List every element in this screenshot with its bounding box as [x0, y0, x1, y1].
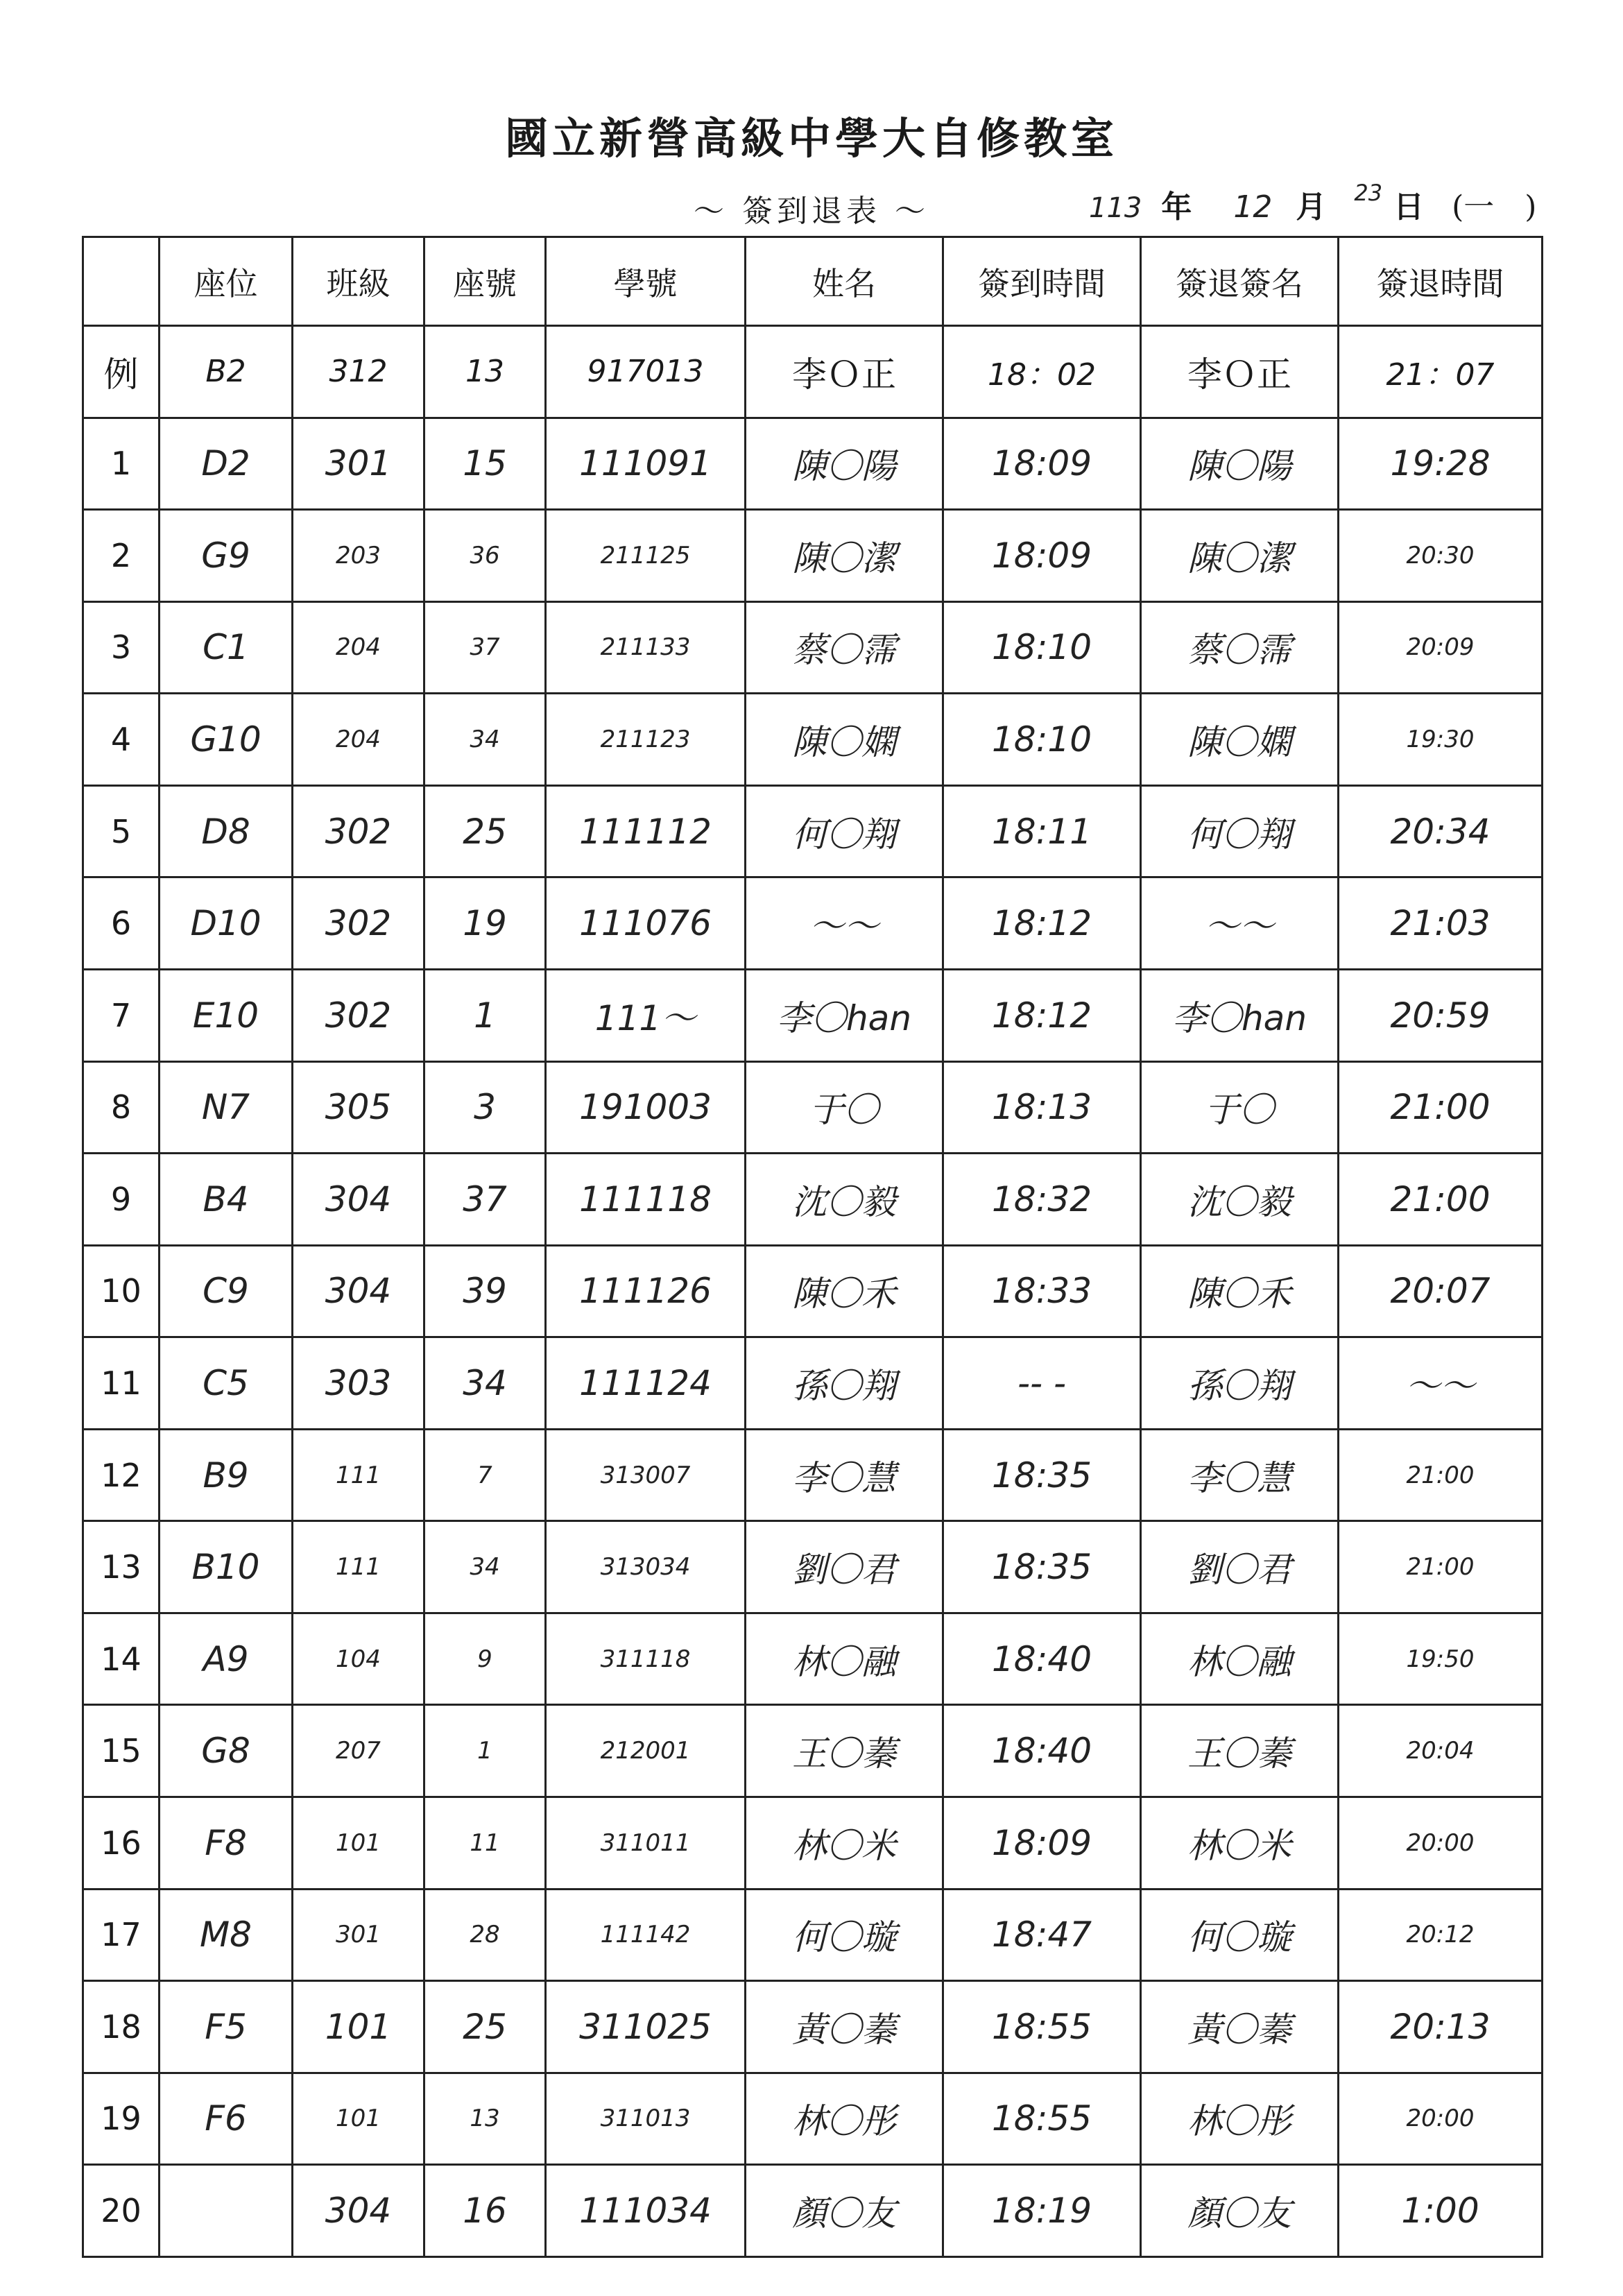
- cell-student-id: 211123: [546, 694, 746, 786]
- cell-row-number: 10: [83, 1245, 160, 1337]
- cell-row-number: 8: [83, 1061, 160, 1154]
- cell-name: 李Ｏ正: [746, 326, 943, 418]
- cell-class: 204: [293, 601, 424, 694]
- cell-seat: C9: [160, 1245, 293, 1337]
- cell-name: 沈〇毅: [746, 1154, 943, 1246]
- date-month: 12: [1233, 189, 1273, 225]
- cell-seat-number: 15: [424, 418, 546, 510]
- cell-seat: B4: [160, 1154, 293, 1246]
- table-row: [83, 1429, 1543, 1521]
- cell-seat-number: 13: [424, 2073, 546, 2165]
- cell-sign-out-time: 21：07: [1339, 326, 1543, 418]
- cell-row-number: 2: [83, 510, 160, 602]
- cell-seat-number: 25: [424, 785, 546, 877]
- cell-sign-out-signature: 陳〇潔: [1141, 510, 1339, 602]
- cell-class: 302: [293, 877, 424, 970]
- cell-student-id: 311025: [546, 1981, 746, 2073]
- table-row: [83, 1061, 1543, 1154]
- cell-class: 101: [293, 1981, 424, 2073]
- cell-sign-out-signature: 陳〇嫻: [1141, 694, 1339, 786]
- table-row: [83, 1705, 1543, 1797]
- cell-sign-in-time: 18:09: [943, 1797, 1141, 1890]
- cell-class: 305: [293, 1061, 424, 1154]
- table-row: [83, 1337, 1543, 1430]
- cell-seat: M8: [160, 1889, 293, 1981]
- cell-seat: G10: [160, 694, 293, 786]
- cell-seat: B9: [160, 1429, 293, 1521]
- cell-sign-in-time: 18:12: [943, 969, 1141, 1061]
- cell-row-number: 4: [83, 694, 160, 786]
- cell-row-number: 5: [83, 785, 160, 877]
- date-day-label: 日: [1393, 189, 1425, 225]
- cell-row-number: 19: [83, 2073, 160, 2165]
- cell-seat: C5: [160, 1337, 293, 1430]
- cell-sign-out-time: 20:09: [1339, 601, 1543, 694]
- col-header-student-id: 學號: [546, 237, 746, 326]
- cell-seat-number: 37: [424, 601, 546, 694]
- cell-sign-out-signature: 陳〇禾: [1141, 1245, 1339, 1337]
- cell-sign-out-time: 21:00: [1339, 1061, 1543, 1154]
- cell-name: 陳〇陽: [746, 418, 943, 510]
- table-row: [83, 2073, 1543, 2165]
- cell-student-id: 311011: [546, 1797, 746, 1890]
- table-row: [83, 785, 1543, 877]
- cell-sign-out-signature: 李Ｏ正: [1141, 326, 1339, 418]
- cell-sign-in-time: 18:55: [943, 2073, 1141, 2165]
- cell-seat: G8: [160, 1705, 293, 1797]
- cell-row-number: 9: [83, 1154, 160, 1246]
- cell-sign-out-signature: 林〇彤: [1141, 2073, 1339, 2165]
- cell-seat-number: 28: [424, 1889, 546, 1981]
- cell-class: 302: [293, 969, 424, 1061]
- table-row: [83, 601, 1543, 694]
- table-row: [83, 1889, 1543, 1981]
- col-header-seat: 座位: [160, 237, 293, 326]
- page-title: 國立新營高級中學大自修教室: [504, 113, 1118, 164]
- cell-sign-out-signature: 于〇: [1141, 1061, 1339, 1154]
- cell-name: 李〇han: [746, 969, 943, 1061]
- cell-class: 304: [293, 2165, 424, 2257]
- cell-sign-out-signature: 沈〇毅: [1141, 1154, 1339, 1246]
- cell-seat: D10: [160, 877, 293, 970]
- cell-seat-number: 11: [424, 1797, 546, 1890]
- cell-student-id: 212001: [546, 1705, 746, 1797]
- col-header-name: 姓名: [746, 237, 943, 326]
- cell-name: 王〇蓁: [746, 1705, 943, 1797]
- cell-student-id: 917013: [546, 326, 746, 418]
- cell-name: 何〇翔: [746, 785, 943, 877]
- cell-name: 何〇璇: [746, 1889, 943, 1981]
- cell-sign-in-time: 18:40: [943, 1613, 1141, 1705]
- cell-seat: D8: [160, 785, 293, 877]
- cell-name: 陳〇嫻: [746, 694, 943, 786]
- form-subtitle: ～ 簽到退表 ～: [694, 194, 929, 229]
- cell-sign-in-time: 18:19: [943, 2165, 1141, 2257]
- cell-student-id: 211133: [546, 601, 746, 694]
- col-header-seat-number: 座號: [424, 237, 546, 326]
- table-row: [83, 1245, 1543, 1337]
- cell-sign-out-signature: 李〇han: [1141, 969, 1339, 1061]
- cell-row-number: 20: [83, 2165, 160, 2257]
- col-header-sign-in-time: 簽到時間: [943, 237, 1141, 326]
- cell-sign-out-signature: 何〇翔: [1141, 785, 1339, 877]
- sign-in-sheet-table: [82, 236, 1543, 2258]
- cell-sign-out-time: 20:00: [1339, 2073, 1543, 2165]
- cell-sign-out-signature: 蔡〇霈: [1141, 601, 1339, 694]
- cell-seat-number: 13: [424, 326, 546, 418]
- cell-seat: F8: [160, 1797, 293, 1890]
- cell-seat: E10: [160, 969, 293, 1061]
- cell-seat-number: 37: [424, 1154, 546, 1246]
- cell-sign-out-time: ～～: [1339, 1337, 1543, 1430]
- cell-name: 林〇融: [746, 1613, 943, 1705]
- cell-student-id: 111112: [546, 785, 746, 877]
- cell-sign-out-time: 21:00: [1339, 1521, 1543, 1613]
- cell-sign-in-time: 18:32: [943, 1154, 1141, 1246]
- table-row: [83, 969, 1543, 1061]
- cell-seat-number: 34: [424, 1521, 546, 1613]
- cell-class: 204: [293, 694, 424, 786]
- table-row: [83, 418, 1543, 510]
- cell-row-number: 16: [83, 1797, 160, 1890]
- cell-sign-in-time: 18:35: [943, 1521, 1141, 1613]
- cell-sign-out-time: 20:30: [1339, 510, 1543, 602]
- cell-student-id: 111～: [546, 969, 746, 1061]
- cell-sign-in-time: 18:10: [943, 694, 1141, 786]
- example-row: [83, 326, 1543, 418]
- cell-sign-out-time: 19:50: [1339, 1613, 1543, 1705]
- cell-sign-out-signature: 李〇慧: [1141, 1429, 1339, 1521]
- cell-name: 劉〇君: [746, 1521, 943, 1613]
- cell-class: 302: [293, 785, 424, 877]
- cell-seat-number: 34: [424, 694, 546, 786]
- cell-seat-number: 34: [424, 1337, 546, 1430]
- cell-name: 陳〇潔: [746, 510, 943, 602]
- cell-seat: B2: [160, 326, 293, 418]
- table-row: [83, 1521, 1543, 1613]
- cell-sign-in-time: 18:09: [943, 418, 1141, 510]
- cell-row-number: 例: [83, 326, 160, 418]
- cell-class: 203: [293, 510, 424, 602]
- cell-sign-in-time: 18:55: [943, 1981, 1141, 2073]
- cell-row-number: 17: [83, 1889, 160, 1981]
- cell-seat: F5: [160, 1981, 293, 2073]
- cell-class: 101: [293, 1797, 424, 1890]
- date-line: [1089, 182, 1536, 226]
- cell-seat-number: 36: [424, 510, 546, 602]
- cell-class: 207: [293, 1705, 424, 1797]
- cell-row-number: 1: [83, 418, 160, 510]
- cell-student-id: 311118: [546, 1613, 746, 1705]
- cell-seat-number: 19: [424, 877, 546, 970]
- cell-seat-number: 1: [424, 1705, 546, 1797]
- cell-sign-out-time: 21:03: [1339, 877, 1543, 970]
- cell-seat-number: 16: [424, 2165, 546, 2257]
- cell-seat: F6: [160, 2073, 293, 2165]
- cell-student-id: 111142: [546, 1889, 746, 1981]
- cell-row-number: 18: [83, 1981, 160, 2073]
- cell-student-id: 111126: [546, 1245, 746, 1337]
- cell-sign-in-time: 18:11: [943, 785, 1141, 877]
- table-row: [83, 1613, 1543, 1705]
- cell-row-number: 13: [83, 1521, 160, 1613]
- table-row: [83, 1797, 1543, 1890]
- cell-name: 李〇慧: [746, 1429, 943, 1521]
- cell-row-number: 7: [83, 969, 160, 1061]
- cell-sign-out-signature: 顏〇友: [1141, 2165, 1339, 2257]
- cell-sign-in-time: 18:35: [943, 1429, 1141, 1521]
- cell-name: 孫〇翔: [746, 1337, 943, 1430]
- date-year-label: 年: [1161, 189, 1192, 225]
- cell-row-number: 6: [83, 877, 160, 970]
- cell-sign-out-time: 20:00: [1339, 1797, 1543, 1890]
- cell-sign-out-time: 20:07: [1339, 1245, 1543, 1337]
- cell-class: 101: [293, 2073, 424, 2165]
- cell-row-number: 3: [83, 601, 160, 694]
- cell-seat: N7: [160, 1061, 293, 1154]
- cell-sign-out-time: 20:04: [1339, 1705, 1543, 1797]
- cell-row-number: 15: [83, 1705, 160, 1797]
- cell-sign-in-time: 18：02: [943, 326, 1141, 418]
- cell-student-id: 313007: [546, 1429, 746, 1521]
- cell-name: 林〇彤: [746, 2073, 943, 2165]
- cell-row-number: 12: [83, 1429, 160, 1521]
- col-header-row-number: [83, 237, 160, 326]
- cell-class: 312: [293, 326, 424, 418]
- cell-student-id: 311013: [546, 2073, 746, 2165]
- cell-class: 304: [293, 1154, 424, 1246]
- cell-sign-in-time: 18:12: [943, 877, 1141, 970]
- cell-sign-in-time: 18:09: [943, 510, 1141, 602]
- cell-sign-in-time: 18:40: [943, 1705, 1141, 1797]
- cell-name: 陳〇禾: [746, 1245, 943, 1337]
- cell-student-id: 211125: [546, 510, 746, 602]
- cell-sign-in-time: -- -: [943, 1337, 1141, 1430]
- cell-row-number: 11: [83, 1337, 160, 1430]
- cell-seat: [160, 2165, 293, 2257]
- cell-seat-number: 25: [424, 1981, 546, 2073]
- cell-seat: B10: [160, 1521, 293, 1613]
- col-header-sign-out-time: 簽退時間: [1339, 237, 1543, 326]
- cell-sign-out-signature: ～～: [1141, 877, 1339, 970]
- table-row: [83, 2165, 1543, 2257]
- cell-sign-out-signature: 王〇蓁: [1141, 1705, 1339, 1797]
- cell-student-id: 111124: [546, 1337, 746, 1430]
- cell-name: 于〇: [746, 1061, 943, 1154]
- cell-student-id: 191003: [546, 1061, 746, 1154]
- cell-class: 111: [293, 1521, 424, 1613]
- cell-seat-number: 1: [424, 969, 546, 1061]
- cell-class: 301: [293, 1889, 424, 1981]
- cell-seat-number: 9: [424, 1613, 546, 1705]
- cell-seat: C1: [160, 601, 293, 694]
- cell-sign-out-signature: 林〇米: [1141, 1797, 1339, 1890]
- cell-sign-out-time: 21:00: [1339, 1429, 1543, 1521]
- table-row: [83, 1154, 1543, 1246]
- cell-sign-in-time: 18:10: [943, 601, 1141, 694]
- cell-name: 蔡〇霈: [746, 601, 943, 694]
- cell-class: 111: [293, 1429, 424, 1521]
- cell-seat-number: 3: [424, 1061, 546, 1154]
- cell-name: 林〇米: [746, 1797, 943, 1890]
- cell-student-id: 111076: [546, 877, 746, 970]
- table-row: [83, 1981, 1543, 2073]
- date-month-label: 月: [1296, 189, 1327, 225]
- cell-row-number: 14: [83, 1613, 160, 1705]
- cell-sign-out-signature: 何〇璇: [1141, 1889, 1339, 1981]
- cell-seat: D2: [160, 418, 293, 510]
- cell-name: ～～: [746, 877, 943, 970]
- table-row: [83, 877, 1543, 970]
- cell-sign-out-time: 20:12: [1339, 1889, 1543, 1981]
- cell-sign-out-time: 21:00: [1339, 1154, 1543, 1246]
- cell-sign-out-time: 20:13: [1339, 1981, 1543, 2073]
- cell-sign-out-time: 19:28: [1339, 418, 1543, 510]
- cell-sign-out-signature: 孫〇翔: [1141, 1337, 1339, 1430]
- cell-class: 304: [293, 1245, 424, 1337]
- cell-sign-out-time: 19:30: [1339, 694, 1543, 786]
- cell-seat: G9: [160, 510, 293, 602]
- cell-student-id: 111091: [546, 418, 746, 510]
- date-weekday: (一 ): [1452, 189, 1537, 225]
- cell-sign-out-time: 1:00: [1339, 2165, 1543, 2257]
- table-row: [83, 510, 1543, 602]
- col-header-class: 班級: [293, 237, 424, 326]
- cell-sign-out-signature: 陳〇陽: [1141, 418, 1339, 510]
- cell-sign-in-time: 18:47: [943, 1889, 1141, 1981]
- cell-class: 303: [293, 1337, 424, 1430]
- cell-sign-out-signature: 劉〇君: [1141, 1521, 1339, 1613]
- cell-class: 301: [293, 418, 424, 510]
- cell-sign-in-time: 18:13: [943, 1061, 1141, 1154]
- table-row: [83, 694, 1543, 786]
- cell-name: 黃〇蓁: [746, 1981, 943, 2073]
- cell-class: 104: [293, 1613, 424, 1705]
- cell-seat-number: 7: [424, 1429, 546, 1521]
- cell-sign-in-time: 18:33: [943, 1245, 1141, 1337]
- cell-student-id: 313034: [546, 1521, 746, 1613]
- cell-sign-out-signature: 黃〇蓁: [1141, 1981, 1339, 2073]
- cell-name: 顏〇友: [746, 2165, 943, 2257]
- col-header-sign-out-signature: 簽退簽名: [1141, 237, 1339, 326]
- cell-sign-out-signature: 林〇融: [1141, 1613, 1339, 1705]
- cell-student-id: 111118: [546, 1154, 746, 1246]
- cell-sign-out-time: 20:34: [1339, 785, 1543, 877]
- table-header-row: [83, 237, 1543, 326]
- cell-sign-out-time: 20:59: [1339, 969, 1543, 1061]
- date-year: 113: [1089, 192, 1142, 224]
- cell-student-id: 111034: [546, 2165, 746, 2257]
- cell-seat-number: 39: [424, 1245, 546, 1337]
- cell-seat: A9: [160, 1613, 293, 1705]
- date-day: 23: [1354, 180, 1383, 206]
